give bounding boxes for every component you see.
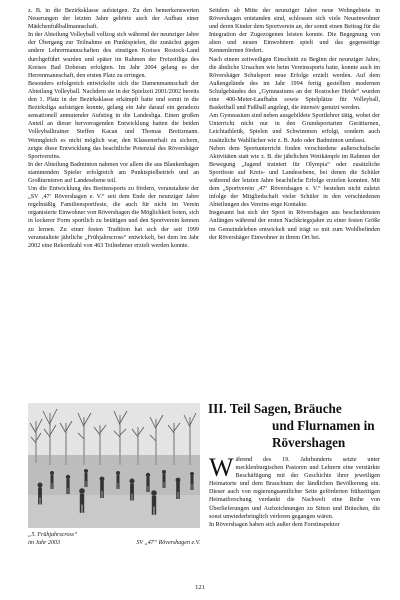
paragraph: In der Abteilung Volleyball vollzog sich während der neunziger Jahre der Übergang zur Teilnahme an Punktspielen, die zunächst gegen andere Lehrermannschaften des einstigen Kreises Rostock-Land durchgeführt wurden und später im Rahmen der Freizeitliga des Kreises Bad Doberan erfolgten. Im Jahr 2004 gelang es der Herrenmannschaft, den ersten Platz zu erringen. xyxy=(28,32,199,79)
section-intro xyxy=(209,453,380,529)
section-heading xyxy=(208,400,380,451)
caption-line: im Jahr 2003 xyxy=(28,540,60,546)
heading-line: Rövershagen xyxy=(272,435,346,450)
paragraph: Um die Entwicklung des Breitensports zu fördern, veranstaltete der „SV ‚47‘ Rövershagen e. V.“ seit dem Ende der neunziger Jahre regelmäßig Familiensportfeste, die auch für nicht im Verein organisierte Einwohner von Rövershagen die Möglichkeit boten, sich in lockerer Form sportlich zu betätigen und den Sportverein kennen zu lernen. Zu einer festen Tradition hat sich der seit 1999 veranstaltete jährliche „Frühjahrscross“ entwickelt, bei dem im Jahr 2002 eine Rekordzahl von 463 Teilnehmer erzielt werden konnte. xyxy=(28,186,199,249)
caption-line: „5. Frühjahrscross“ xyxy=(28,532,78,538)
frühjahrscross-photo xyxy=(28,403,200,528)
page-number: 121 xyxy=(195,584,205,591)
paragraph: z. B. in die Bezirksklasse aufsteigen. Zu den bemerkenswerten Neuerungen der letzten Jahre gehörte auch der Aufbau einer Mädchenfußballmannschaft. xyxy=(28,8,199,31)
drop-cap: W xyxy=(209,453,234,482)
paragraph: In der Abteilung Badminton nahmen vor allem die aus Blankenhagen stammenden Spieler erfolgreich am Punktspielbetrieb und an Großturnieren auf Landesebene teil. xyxy=(28,161,199,184)
caption-line: SV „47“ Rövershagen e.V. xyxy=(136,540,200,546)
left-column xyxy=(28,7,199,250)
heading-line: III. Teil Sagen, Bräuche xyxy=(208,401,342,416)
paragraph: Besonders erfolgreich entwickelte sich die Damenmannschaft der Abteilung Volleyball. Nachdem sie in der Spielzeit 2001/2002 bereits den 1. Platz in der Bezirksklasse erkämpft hatte und somit in die Bezirksliga aufsteigen konnte, gelang ein Jahr darauf ein geradezu sensationell anmutender Aufstieg in die Landesliga. Einen großen Anteil an dieser hervorragenden Entwicklung hatten die beiden Volleyballtrainer Steffen Kacan und Thomas Breitzmann. Wenngleich es nicht möglich war, den Klassenerhalt zu sichern, zeigte diese Entwicklung das beachtliche Potenzial des Rövershäger Sportvereins. xyxy=(28,80,199,160)
heading-line: und Flurnamen in xyxy=(272,418,375,433)
paragraph: ährend des 19. Jahrhunderts setzte unter mecklenburgischen Pastoren und Lehrern eine verstärkte Beschäftigung mit der Geschichte ihrer jeweiligen Heimatorte und dem Brauchtum der ländlichen Bevölkerung ein. Dieser auch von regierungsamtlicher Seite geförderten frühzeitigen Heimatforschung verdankt die Nachwelt eine Reihe von Überlieferungen und Aufzeichnungen zu Sitten und Bräuchen, die sonst unwiederbringlich verloren gegangen wären. xyxy=(209,457,380,520)
paragraph: Insgesamt hat sich der Sport in Rövershagen aus bescheidensten Anfängen während der ersten Nachkriegsjahre zu einer festen Größe im Gemeindeleben entwickelt und trägt so mit zum Wohlbefinden der Rövershäger Einwohner in ihrem Ort bei. xyxy=(209,210,380,241)
paragraph: Seitdem ab Mitte der neunziger Jahre neue Wohngebiete in Rövershagen entstanden sind, schlossen sich viele Neueinwohner und deren Kinder dem Sportverein an, der somit einen Beitrag für die Integration der Zugezogenen leisten konnte. Die Begegnung von alten und neuen Einwohnern spielt und das gegenseitige Kennenlernen fördert. xyxy=(209,8,380,55)
photo-caption-left xyxy=(28,531,118,547)
paragraph: Neben dem Sportunterricht finden verschiedene außerschulische Aktivitäten statt wie z. B. die jährlichen Wettkämpfe im Rahmen der Bewegung „Jugend trainiert für Olympia“ oder zusätzliche Sportfeste auf Kreis- und Landesebene, bei denen die Schüler während der letzten Jahre beachtliche Erfolge erzielen konnten. Mit dem „Sportverein ‚47‘ Rövershagen e. V.“ bestehen nicht zuletzt infolge der Mitgliedschaft vieler Schüler in den verschiedenen Abteilungen des Vereins enge Kontakte. xyxy=(209,145,380,209)
photo-caption-right xyxy=(122,531,200,547)
paragraph: Nach einem zeitweiligen Einschnitt zu Beginn der neunziger Jahre, die ähnliche Ursachen wie beim Vereinssports hatte, konnte auch im Rövershäger Schulsport neue Erfolge erzielt werden. Auf dem Außengelände des im Jahr 1994 fertig gestellten modernen Schulgebäudes des „Gymnasiums an der Rostocker Heide“ wurden eine 400-Meter-Laufbahn sowie Spielplätze für Volleyball, Basketball und Fußball angelegt, die intensiv genutzt werden. xyxy=(209,56,380,112)
paragraph: In Rövershagen haben sich außer dem Forstinspektor xyxy=(209,521,340,528)
paragraph: Am Gymnasium sind neben ausgebildete Sportlehrer tätig, wobei der Unterricht nicht nur in den Grundsportarten Gerätturnen, Leichtathletik, Spielen und Schwimmen erfolgt, sondern auch zusätzliche Wahlfächer wie z. B. Judo oder Badminton umfasst. xyxy=(209,113,380,144)
right-column xyxy=(209,7,380,242)
